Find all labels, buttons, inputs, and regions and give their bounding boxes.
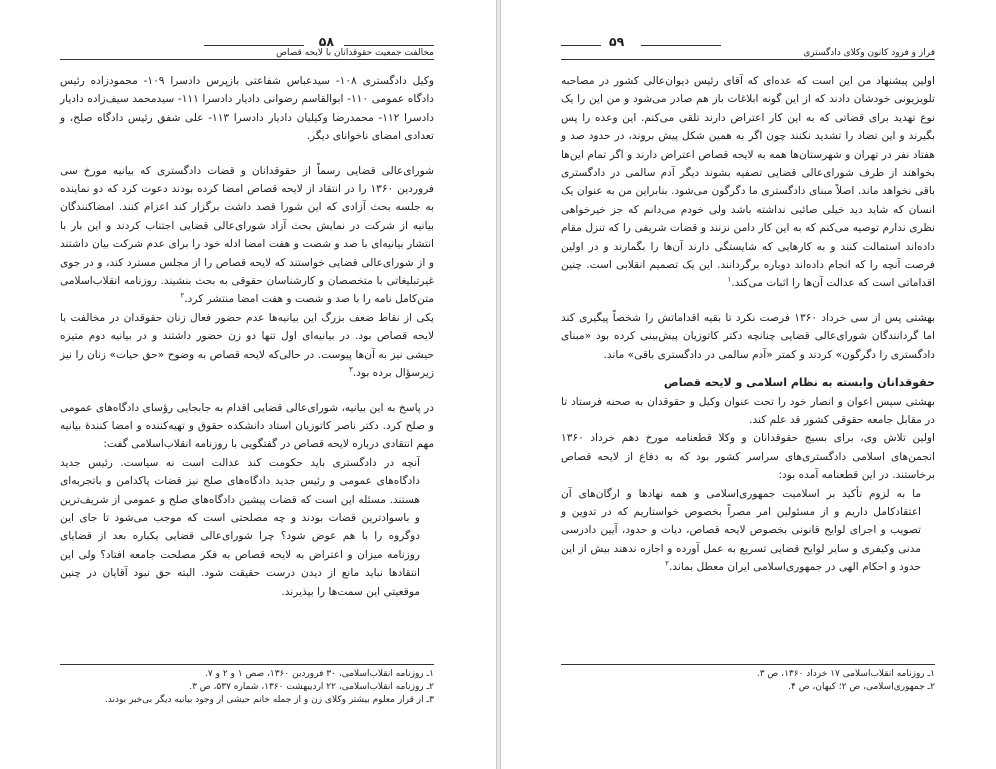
paragraph: بهشتی سپس اعوان و انصار خود را تحت عنوان وکیل و حقوقدان به صحنه فرستاد تا در مقابل جامعه حقوقی کشور قد علم کند. — [561, 395, 935, 426]
section-heading: حقوقدانان وابسته به نظام اسلامی و لایحه قصاص — [663, 376, 935, 390]
footnote-mark: ۱ — [727, 275, 732, 284]
paragraph: در پاسخ به این بیانیه، شورای‌عالی قضایی اقدام به جابجایی رؤسای دادگاه‌های عمومی و صلح کرد. دکتر ناصر کاتوزیان استاد دانشکده حقوق و تهیه‌کننده و امضا کنندهٔ بیانیه مهم انتقادی درباره لایحه قصاص در گفتگویی با روزنامه انقلاب‌اسلامی گفت: — [60, 401, 434, 451]
footnote: ۳ـ از قرار معلوم بیشتر وکلای زن و از جمله خانم حیشی از وجود بیانیه دیگر بی‌خبر بودند. — [104, 695, 434, 705]
footnote: ۲ـ جمهوری‌اسلامی، ص ۲؛ کیهان، ص ۴. — [788, 682, 935, 692]
footnotes — [561, 668, 935, 694]
block-quote: آنچه در دادگستری باید حکومت کند عدالت است نه سیاست. رئیس جدید دادگاه‌های عمومی و رئیس جدید دادگاه‌های صلح نیز قضات پاکدامن و باتجربه‌ای هستند. مسئله این است که قضات پیشین دادگاه‌های صلح و عمومی از شریف‌ترین و باسوادترین قضات بودند و چه مصلحتی است که موجب می‌شود تا جای این دوگروه را با هم عوض شود؟ چرا شورای‌عالی قضایی یکباره بعد از قضایای روزنامه میزان و اعتراض به لایحه قصاص به فکر مصلحت جامعه افتاد؟ ولی این انتقادها نباید مانع از دیدن درست حقیقت شود. البته حق نبود آقایان در چنین موقعیتی این سمت‌ها را بپذیرند. — [60, 456, 420, 598]
footnotes — [60, 668, 434, 707]
right-page — [500, 0, 996, 769]
running-head: فراز و فرود کانون وکلای دادگستری — [803, 48, 935, 58]
left-page — [0, 0, 497, 769]
page-number: ۵۹ — [609, 34, 625, 49]
left-page-header — [60, 30, 434, 60]
paragraph: وکیل دادگستری ۱۰۸- سیدعباس شفاعتی بازپرس دادسرا ۱۰۹- محمودزاده رئیس دادگاه عمومی ۱۱۰- ابوالقاسم رضوانی دادیار دادسرا ۱۱۱- سیدمحمد سیف‌زاده دادیار دادسرا ۱۱۲- محمدرضا وکیلیان دادیار دادسرا ۱۱۳- علی شفق رئیس دادگاه صلح، و تعدادی امضای ناخوانای دیگر. — [60, 75, 435, 143]
paragraph: یکی از نقاط ضعف بزرگ این بیانیه‌ها عدم حضور فعال زنان حقوقدان در مخالفت با لایحه قصاص بود. در بیانیه‌ای اول تنها دو زن حضور داشتند و در بیانیه دوم متیزه حیشی نیز به آن‌ها پیوست. در حالی‌که لایحه قصاص به وضوح «حق حیات» زنان را نیز زیرسؤال برده بود.$^۳$ — [60, 311, 434, 380]
paragraph: بهشتی پس از سی خرداد ۱۳۶۰ فرصت نکرد تا بقیه اقداماتش را شخصاً پیگیری کند اما گردانندگان شورای‌عالی قضایی چنانچه دکتر کاتوزیان پیش‌بینی کرده بود «مبنای دادگستری را دگرگون» کردند و کمتر «آدم سالمی در دادگستری باقی» ماند. — [561, 311, 935, 361]
footnote: ۲ـ روزنامه انقلاب‌اسلامی، ۲۲ اردیبهشت ۱۳۶۰، شماره ۵۳۷، ص ۳. — [189, 682, 434, 692]
paragraph: اولین تلاش وی، برای بسیج حقوقدانان و وکلا قطعنامه مورخ دهم خرداد ۱۳۶۰ انجمن‌های اسلامی دادگستری‌های سراسر کشور بود که به دفاع از لایحه قصاص برخاستند. در این قطعنامه آمده بود: — [561, 432, 935, 482]
paragraph: شورای‌عالی قضایی رسماً از حقوقدانان و قضات دادگستری که بیانیه مورخ سی فروردین ۱۳۶۰ را در انتقاد از لایحه قصاص امضا کرده بودند دعوت کرد که دو نماینده به جلسه بحث آزادی که این شورا قصد داشت برگزار کند اعزام کنند. امضاکنندگان بیانیه از شرکت در نمایش بحث آزاد شورای‌عالی قضایی اجتناب کردند و این بار با انتشار بیانیه‌ای با صد و شصت و هفت امضا ادله خود را برای عدم شرکت بیان داشتند و از شورای‌عالی قضایی خواستند که لایحه قصاص را از مجلس مسترد کند، و در جوی غیرتبلیغاتی با متخصصان و کارشناسان حقوقی به بحث بنشیند. روزنامه انقلاب‌اسلامی متن‌کامل نامه را با صد و شصت و هفت امضا منتشر کرد.$^۲$ — [60, 164, 434, 306]
header-underline — [561, 59, 935, 60]
header-rule — [641, 45, 721, 46]
footnote: ۱ـ روزنامه انقلاب‌اسلامی، ۳۰ فروردین ۱۳۶۰، صص ۱ و ۲ و ۷. — [205, 669, 434, 679]
right-page-header — [561, 30, 935, 60]
footnote-mark: ۲ — [665, 559, 669, 568]
block-quote: ما به لزوم تأکید بر اسلامیت جمهوری‌اسلامی و همه نهادها و ارگان‌های آن اعتقادکامل داریم و از مسئولین امر مصراً بخصوص خواستاریم که در تدوین و تصویب و اجرای لوایح قانونی بخصوص لایحه قصاص، دیات و حدود، آیین دادرسی مدنی وکیفری و سایر لوایح قضایی تسریع به عمل آورده و اجازه ندهند بیش از این حدود و احکام الهی در جمهوری‌اسلامی ایران معطل بماند.$^۲$ — [561, 487, 921, 574]
footnote-rule — [60, 664, 434, 665]
header-rule — [204, 45, 304, 46]
page-number: ۵۸ — [318, 34, 334, 49]
header-underline — [60, 59, 434, 60]
header-rule — [561, 45, 601, 46]
header-rule — [344, 45, 434, 46]
right-page-body — [561, 72, 935, 577]
paragraph: اولین پیشنهاد من این است که عده‌ای که آقای رئیس دیوان‌عالی کشور در مصاحبه تلویزیونی خودشان دادند که از این گونه ابلاغات باز هم صادر می‌شود و من این را یک نوع تهدید برای قضاتی که به این کار اعتراض دارند تلقی می‌کنم. این وعده را پس بگیرند و این تضاد را تشدید نکنند چون اگر به همین شکل پیش بروند، در حدود صد و هفتاد نفر در تهران و شهرستان‌ها همه به لایحه قصاص اعتراض دارند و اگر تمام این‌ها بخواهند از طرف شورای‌عالی قضایی تصفیه بشوند دیگر آدم سالمی در دادگستری باقی نخواهد ماند. اصلاً مبنای دادگستری ما دگرگون می‌شود. بنابراین من به عنوان یک انسان که شاید دید خیلی صائبی نداشته باشد ولی خودم می‌دانم که جز خیرخواهی نظری ندارم توصیه می‌کنم که به این کار دامن نزنند و قضات شریفی را که تنزل مقام داده‌اند استمالت کنند و به کارهایی که شایستگی دارند آن‌ها را بگمارند و در اولین فرصت آنچه را که انجام داده‌اند دوباره برگردانند. این یک تصمیم انقلابی است. چنین اقداماتی است که عدالت آن‌ها را اثبات می‌کند.$^۱$ — [561, 75, 935, 290]
footnote-mark: ۲ — [180, 291, 185, 300]
left-page-body — [60, 72, 434, 601]
footnote: ۱ـ روزنامه انقلاب‌اسلامی ۱۷ خرداد ۱۳۶۰، ص ۳. — [756, 669, 935, 679]
running-head: مخالفت جمعیت حقوقدانان با لایحه قصاص — [276, 48, 434, 58]
footnote-mark: ۳ — [349, 365, 353, 374]
footnote-rule — [561, 664, 935, 665]
